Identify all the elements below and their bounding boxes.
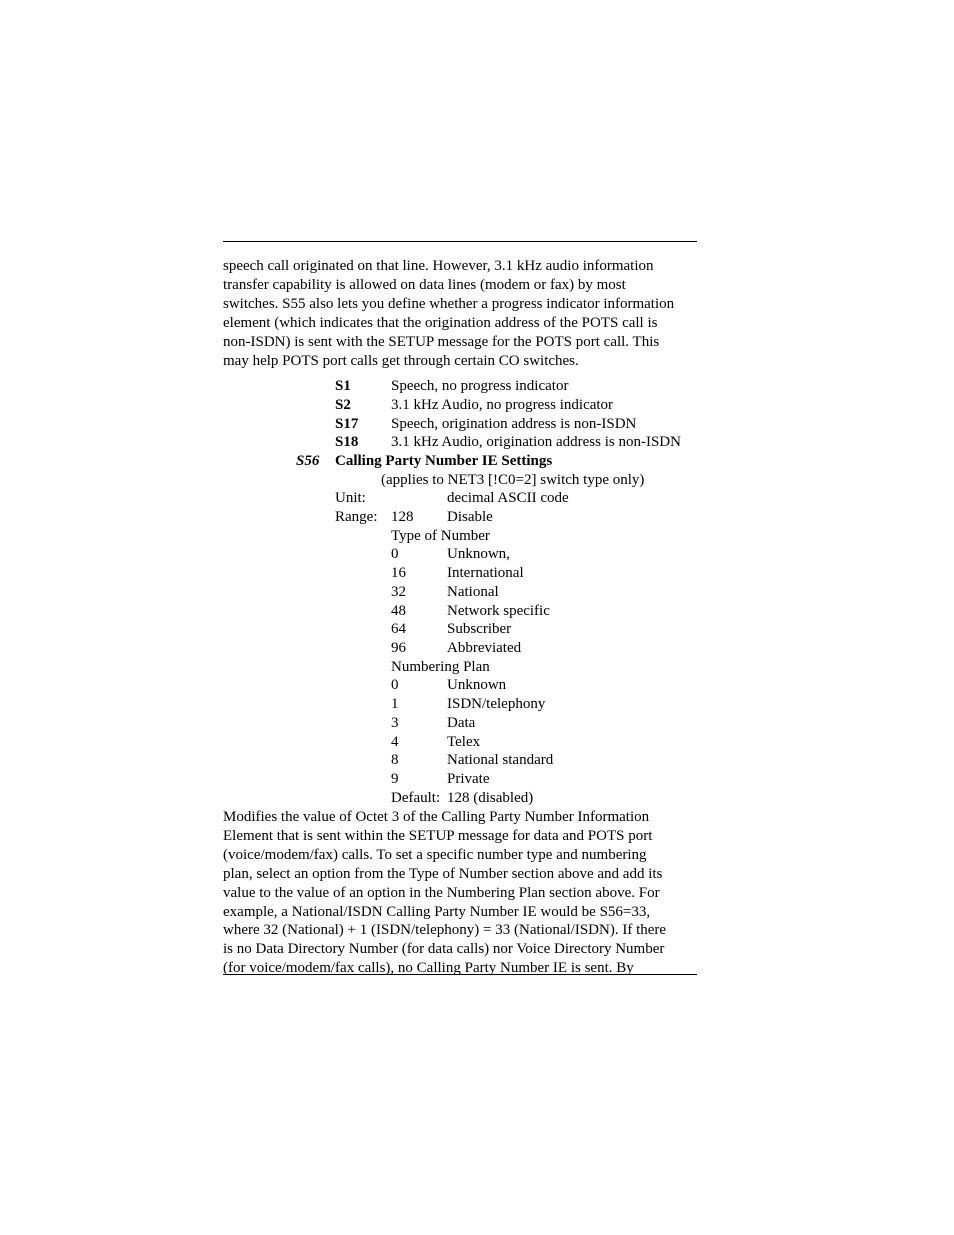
plan-label: Data xyxy=(447,715,476,731)
plan-value: 1 xyxy=(391,696,399,712)
type-label: Abbreviated xyxy=(447,640,522,656)
type-value: 32 xyxy=(391,584,406,600)
text-line: may help POTS port calls get through certain CO switches. xyxy=(223,352,579,369)
text-line: transfer capability is allowed on data lines (modem or fax) by most xyxy=(223,276,626,293)
text-line: example, a National/ISDN Calling Party Number IE would be S56=33, xyxy=(223,903,651,920)
text-line: plan, select an option from the Type of Number section above and add its xyxy=(223,865,663,882)
text-line: where 32 (National) + 1 (ISDN/telephony) = 33 (National/ISDN). If there xyxy=(223,922,667,939)
type-value: 96 xyxy=(391,640,406,656)
text-line: non-ISDN) is sent with the SETUP message for the POTS port call. This xyxy=(223,333,660,350)
type-value: 48 xyxy=(391,603,406,619)
applies-note: (applies to NET3 [!C0=2] switch type only) xyxy=(381,472,645,488)
plan-value: 0 xyxy=(391,677,399,693)
text-line: switches. S55 also lets you define whether a progress indicator information xyxy=(223,295,675,312)
plan-label: Private xyxy=(447,771,490,787)
plan-label: Telex xyxy=(447,734,481,750)
type-label: National xyxy=(447,584,499,600)
unit-label: Unit: xyxy=(335,490,366,506)
text-line: speech call originated on that line. However, 3.1 kHz audio information xyxy=(223,258,654,274)
option-code: S2 xyxy=(335,397,351,413)
plan-label: National standard xyxy=(447,752,554,768)
option-text: 3.1 kHz Audio, no progress indicator xyxy=(391,397,614,413)
type-value: 64 xyxy=(391,621,406,637)
plan-value: 3 xyxy=(391,715,399,731)
text-line: (voice/modem/fax) calls. To set a specific number type and numbering xyxy=(223,846,647,863)
option-code: S17 xyxy=(335,416,359,432)
header-rule xyxy=(223,241,697,242)
type-label: Subscriber xyxy=(447,621,512,637)
option-text: Speech, no progress indicator xyxy=(391,378,569,394)
type-of-number-heading: Type of Number xyxy=(391,528,490,544)
register-title: Calling Party Number IE Settings xyxy=(335,453,553,469)
range-text: Disable xyxy=(447,509,493,525)
default-value: 128 (disabled) xyxy=(447,790,534,806)
register-number: S56 xyxy=(296,453,320,469)
text-line: is no Data Directory Number (for data calls) nor Voice Directory Number xyxy=(223,941,665,958)
type-label: Unknown, xyxy=(447,546,510,562)
text-line: Modifies the value of Octet 3 of the Calling Party Number Information xyxy=(223,809,650,825)
text-line: value to the value of an option in the Numbering Plan section above. For xyxy=(223,884,660,901)
type-label: Network specific xyxy=(447,603,550,619)
text-line: (for voice/modem/fax calls), no Calling Party Number IE is sent. By xyxy=(223,960,634,977)
type-value: 16 xyxy=(391,565,406,581)
text-line: element (which indicates that the origination address of the POTS call is xyxy=(223,314,658,331)
option-code: S18 xyxy=(335,434,359,450)
plan-value: 4 xyxy=(391,734,399,750)
plan-label: ISDN/telephony xyxy=(447,696,546,712)
range-value: 128 xyxy=(391,509,414,525)
description-paragraph xyxy=(223,808,697,978)
footer-rule xyxy=(223,974,697,975)
type-label: International xyxy=(447,565,524,581)
range-label: Range: xyxy=(335,509,378,525)
text-line: Element that is sent within the SETUP message for data and POTS port xyxy=(223,827,653,844)
plan-value: 9 xyxy=(391,771,399,787)
type-value: 0 xyxy=(391,546,399,562)
intro-paragraph xyxy=(223,257,697,370)
numbering-plan-heading: Numbering Plan xyxy=(391,659,490,675)
plan-label: Unknown xyxy=(447,677,507,693)
unit-value: decimal ASCII code xyxy=(447,490,569,506)
option-text: 3.1 kHz Audio, origination address is non-ISDN xyxy=(391,434,681,450)
default-label: Default: xyxy=(391,790,441,806)
option-text: Speech, origination address is non-ISDN xyxy=(391,416,637,432)
option-code: S1 xyxy=(335,378,351,394)
plan-value: 8 xyxy=(391,752,399,768)
